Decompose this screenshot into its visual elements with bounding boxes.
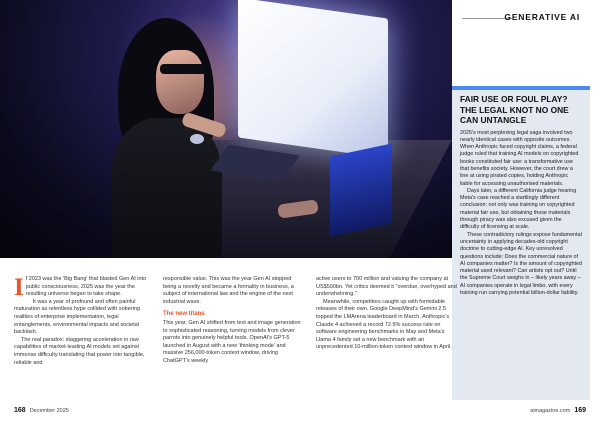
section-label: GENERATIVE AI: [504, 12, 580, 22]
photo-second-monitor: [330, 143, 392, 236]
article-column-2: [163, 276, 305, 366]
article-paragraph: The real paradox: staggering acceleration in raw capabilities of market-leading AI models set against immense difficulty translating that power into tangible, reliable and: [14, 336, 145, 366]
article-subhead: The new titans: [163, 311, 205, 318]
article-paragraph: Meanwhile, competitors caught up with formidable releases of their own. Google DeepMind's Gemini 2.5 topped the LMArena leaderboard in March. Anthropic's Claude 4 achieved a record 72.5% success rate on software engineering benchmarks in May and Meta's Llama 4 family set a new benchmark with an unprecedented 10-million-token context window in April.: [316, 298, 452, 351]
article-paragraph: responsible value. This was the year Gen AI stopped being a novelty and became a formality in business, a subject of international law and the engine of the next industrial wave.: [163, 276, 294, 305]
article-text: f 2023 was the 'Big Bang' that blasted Gen AI into public consciousness, 2025 was the year the resulting universe began to take shape.: [25, 276, 147, 298]
article-paragraph: This year, Gen AI shifted from text and image generation to sophisticated reasoning, turning models from clever parrots into genuinely helpful tools. OpenAI's GPT-5 launched in August with a new 'thinking mode' and massive 256,000-token context window, driving ChatGPT's weekly: [163, 319, 301, 364]
photo-monitor: [238, 0, 388, 159]
site-url: aimagazine.com: [530, 408, 571, 414]
hero-photo: [0, 0, 452, 258]
article-paragraph: It was a year of profound and often painful maturation as relentless hype collided with sobering realities of enterprise implementation, legal entanglements, environmental impacts and societal backlash.: [14, 298, 140, 336]
sidebar-paragraph: 2025's most perplexing legal saga involved two nearly identical cases with opposite outcomes. When Anthropic faced copyright claims, a federal judge ruled that training AI models on copyrighted books constituted fair use: a transformative use that benefits society. However, the court drew a line at using pirated copies, holding Anthropic liable for accessing unauthorised materials.: [460, 129, 579, 187]
article-paragraph: [14, 276, 156, 299]
page-number-left: 168: [14, 407, 26, 414]
issue-date: December 2025: [29, 408, 69, 414]
photo-person-body: [112, 118, 222, 258]
article-column-3: [316, 276, 458, 352]
sidebar-title: FAIR USE OR FOUL PLAY? THE LEGAL KNOT NO ONE CAN UNTANGLE: [460, 94, 569, 125]
article-paragraph: active users to 700 million and valuing the company at US$500bn. Yet critics deemed it "overdue, overhyped and underwhelming.": [316, 276, 457, 298]
sidebar-paragraph: These contradictory rulings expose fundamental uncertainty in applying decades-old copyright doctrine to cutting-edge AI. Key unresolved questions include: Does the commercial nature of AI companies matter? Is the amount of copyrighted material used relevant? Can artists opt out? Until the Supreme Court weighs in – likely years away – AI companies operate in legal limbo, with every training run carrying potential billion-dollar liability.: [460, 231, 582, 297]
article-column-1: [14, 276, 156, 367]
drop-cap: I: [14, 274, 24, 301]
photo-glasses: [160, 64, 206, 74]
photo-mouse: [190, 134, 204, 144]
sidebar-paragraph: Days later, a different California judge hearing Meta's case reached a startlingly different conclusion: not only was training on copyrighted material fair use, but obtaining those materials through piracy was also excused given the difficulty of licensing at scale.: [460, 187, 577, 231]
page-number-right: 169: [574, 407, 586, 414]
photo-person-face: [156, 50, 204, 114]
footer-right: [530, 407, 586, 414]
footer-left: [14, 407, 69, 414]
sidebar-box: [452, 86, 590, 400]
